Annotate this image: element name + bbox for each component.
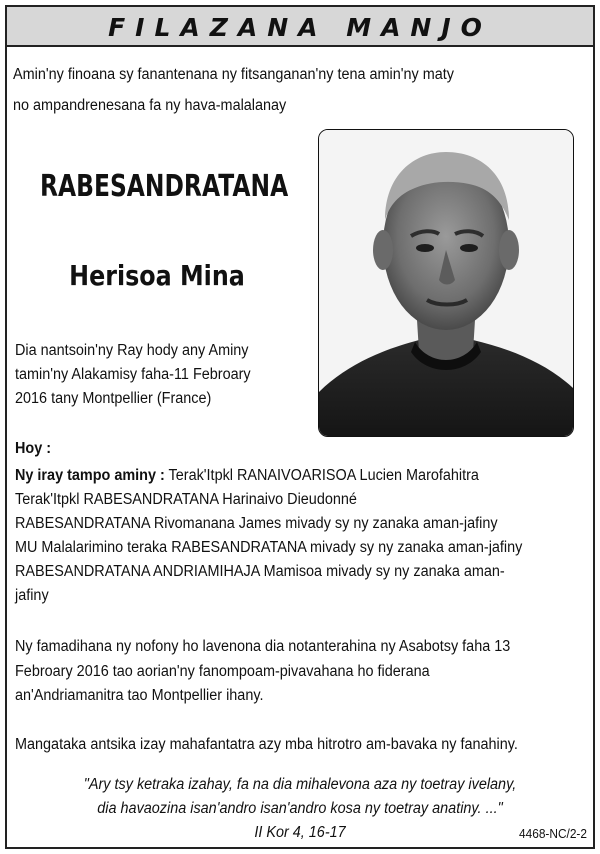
notice-title: FILAZANA MANJO bbox=[108, 13, 492, 42]
funeral-notice bbox=[15, 635, 584, 709]
quote-reference: II Kor 4, 16-17 bbox=[254, 824, 346, 841]
hoy-label: Hoy : bbox=[15, 440, 52, 457]
death-notice bbox=[15, 339, 294, 411]
portrait-photo bbox=[318, 129, 574, 437]
deceased-surname: RABESANDRATANA bbox=[40, 169, 289, 204]
death-line-1: Dia nantsoin'ny Ray hody any Aminy bbox=[15, 342, 249, 359]
deceased-given-names: Herisoa Mina bbox=[69, 259, 245, 292]
death-line-2: tamin'ny Alakamisy faha-11 Febroary bbox=[15, 366, 251, 383]
portrait-photo-icon bbox=[319, 130, 573, 436]
family-line-4: MU Malalarimino teraka RABESANDRATANA mivady sy ny zanaka aman-jafiny bbox=[15, 539, 523, 556]
intro-line-2: no ampandrenesana fa ny hava-malalanay bbox=[13, 97, 287, 114]
family-list bbox=[15, 464, 584, 608]
quote-line-2: dia havaozina isan'andro isan'andro kosa ny toetray anatiny. ..." bbox=[97, 800, 503, 817]
bible-quote bbox=[28, 773, 573, 845]
prayer-request: Mangataka antsika izay mahafantatra azy mba hitrotro am-bavaka ny fanahiny. bbox=[15, 736, 518, 753]
family-line-2: Terak'Itpkl RABESANDRATANA Harinaivo Dieudonné bbox=[15, 491, 357, 508]
family-line-3: RABESANDRATANA Rivomanana James mivady sy ny zanaka aman-jafiny bbox=[15, 515, 498, 532]
header-bar bbox=[7, 7, 593, 47]
notice-code: 4468-NC/2-2 bbox=[519, 827, 587, 841]
funeral-line-2: Febroary 2016 tao aorian'ny fanompoam-pivavahana ho fiderana bbox=[15, 662, 430, 680]
funeral-line-1: Ny famadihana ny nofony ho lavenona dia notanterahina ny Asabotsy faha 13 bbox=[15, 638, 511, 655]
funeral-line-3: an'Andriamanitra tao Montpellier ihany. bbox=[15, 687, 264, 704]
family-line-6: jafiny bbox=[15, 587, 49, 604]
family-line-1 bbox=[15, 464, 584, 488]
family-line-5: RABESANDRATANA ANDRIAMIHAJA Mamisoa mivady sy ny zanaka aman- bbox=[15, 563, 505, 580]
intro-text bbox=[13, 59, 587, 121]
family-line-1-rest: Terak'Itpkl RANAIVOARISOA Lucien Marofahitra bbox=[168, 467, 479, 484]
quote-line-1: "Ary tsy ketraka izahay, fa na dia mihalevona aza ny toetray ivelany, bbox=[83, 776, 517, 793]
intro-line-1: Amin'ny finoana sy fanantenana ny fitsanganan'ny tena amin'ny maty bbox=[13, 66, 454, 83]
notice-frame bbox=[5, 5, 595, 849]
death-line-3: 2016 tany Montpellier (France) bbox=[15, 390, 212, 407]
family-lead-label: Ny iray tampo aminy : bbox=[15, 467, 165, 484]
